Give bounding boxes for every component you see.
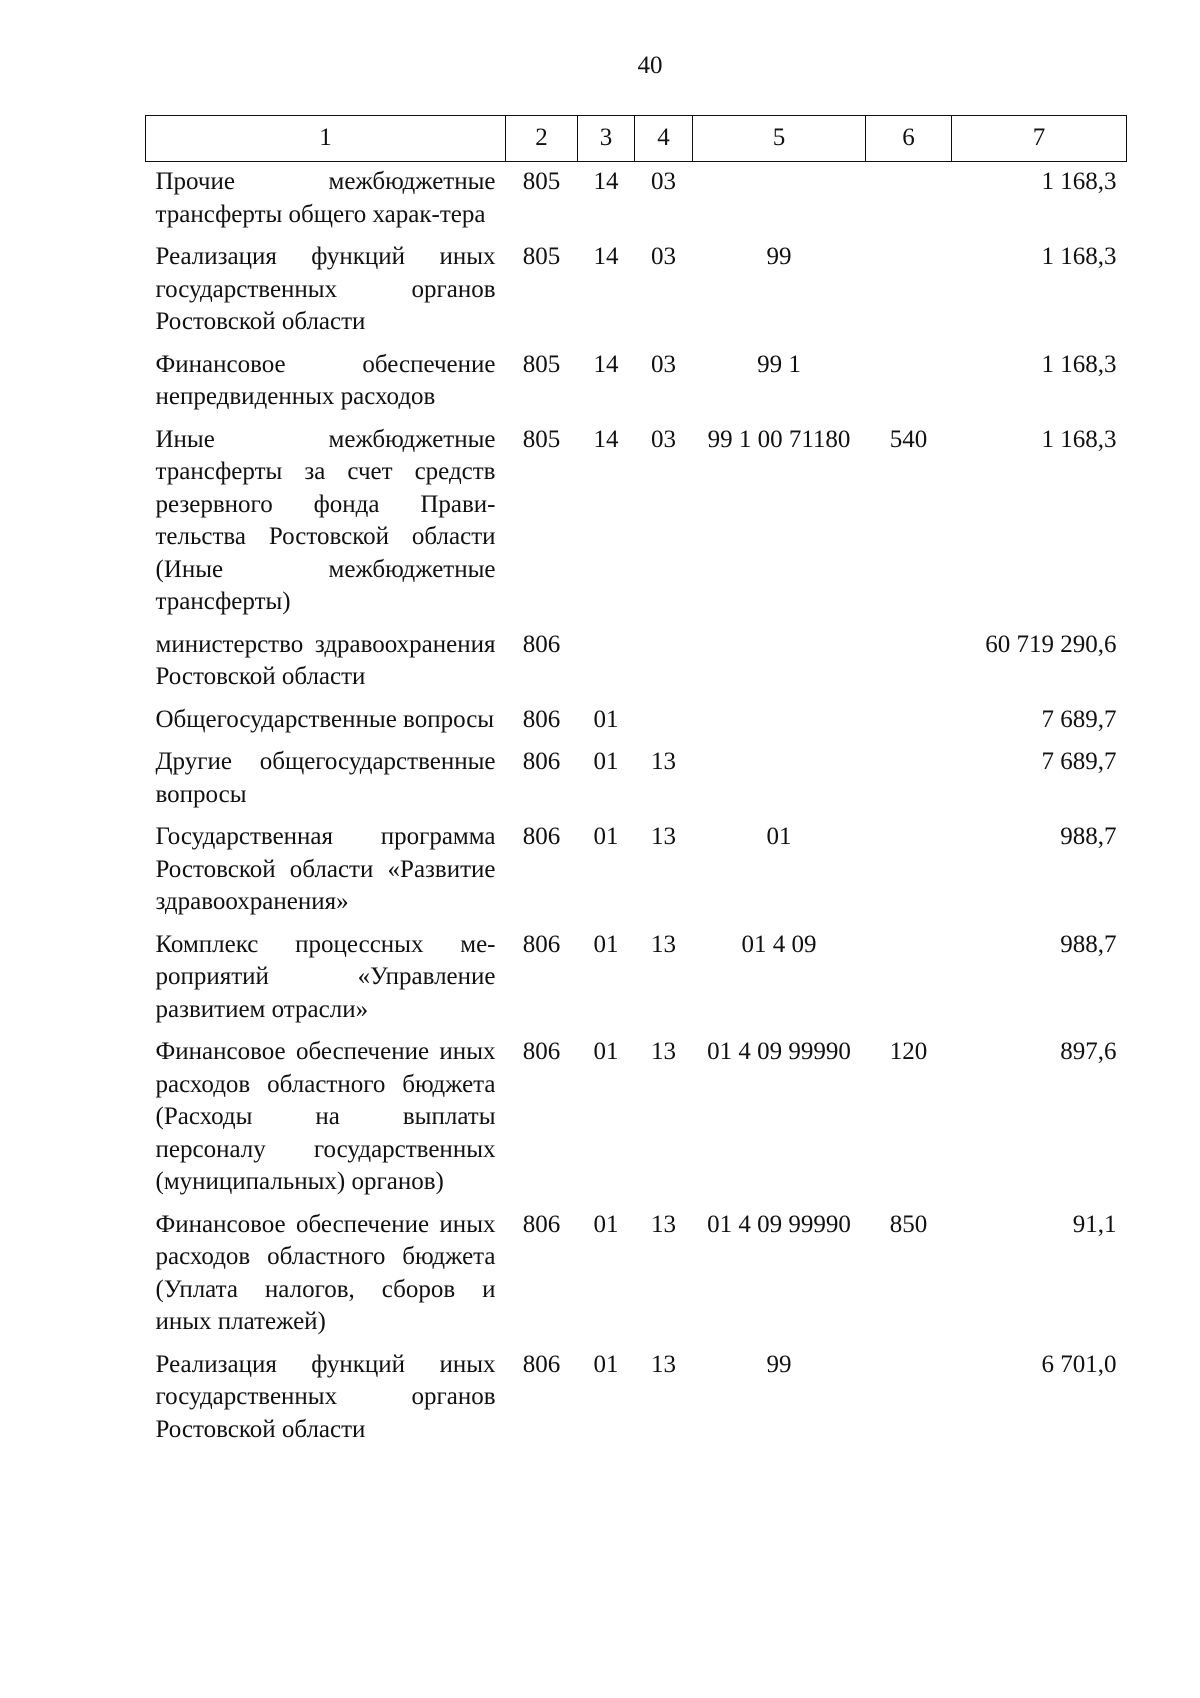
row-code-6 — [866, 746, 952, 821]
table-row — [146, 629, 1127, 704]
row-code-4: 13 — [651, 1038, 676, 1065]
row-code-4: 13 — [651, 748, 676, 775]
row-name: Финансовое обеспечение непредвиденных расходов — [155, 350, 496, 410]
row-amount: 988,7 — [1060, 823, 1117, 850]
row-name: Иные межбюджетные трансферты за счет средств резервного фонда Правительства Ростовской области (Иные межбюджетные трансферты) — [155, 425, 496, 615]
row-code-4: 03 — [651, 425, 676, 453]
row-name: Государственная программа Ростовской области «Развитие здравоохранения» — [155, 823, 496, 915]
row-code-2: 806 — [522, 1038, 561, 1065]
table-row — [146, 704, 1127, 747]
row-amount: 1 168,3 — [1041, 425, 1117, 453]
row-code-3: 01 — [593, 823, 619, 850]
row-code-3 — [578, 629, 635, 704]
row-amount: 91,1 — [1072, 1210, 1117, 1238]
row-code-4: 13 — [651, 1350, 676, 1378]
row-code-2: 806 — [522, 1350, 561, 1378]
row-name: Комплекс процессных мероприятий «Управление развитием отрасли» — [155, 930, 496, 1023]
row-code-2: 806 — [522, 630, 561, 658]
row-code-5 — [693, 746, 866, 821]
row-code-3: 01 — [593, 1038, 619, 1065]
row-code-3: 14 — [593, 168, 619, 195]
row-amount: 1 168,3 — [1041, 350, 1117, 378]
row-name: Финансовое обеспечение иных расходов областного бюджета (Уплата налогов, сборов и иных платежей) — [155, 1210, 496, 1335]
row-name: Реализация функций иных государственных органов Ростовской области — [155, 243, 496, 335]
row-code-3: 01 — [593, 748, 619, 775]
table-row — [146, 746, 1127, 821]
column-header: 1 — [146, 116, 506, 162]
row-code-3: 01 — [593, 1350, 619, 1378]
row-code-5: 01 4 09 — [741, 930, 817, 958]
row-name: Общегосударственные вопросы — [155, 705, 495, 733]
row-code-6 — [866, 349, 952, 424]
row-code-5 — [693, 162, 866, 242]
row-name: Другие общегосударственные вопросы — [155, 748, 496, 808]
table-row — [146, 349, 1127, 424]
table-row — [146, 1209, 1127, 1349]
table-row — [146, 929, 1127, 1037]
row-code-5: 01 4 09 99990 — [707, 1038, 851, 1065]
row-code-5: 01 — [766, 823, 792, 850]
row-code-6 — [866, 162, 952, 242]
row-code-5 — [693, 629, 866, 704]
row-code-6 — [866, 241, 952, 349]
row-code-3: 01 — [593, 930, 619, 958]
row-code-2: 805 — [522, 350, 561, 378]
row-code-2: 806 — [522, 1210, 561, 1238]
row-code-3: 14 — [593, 350, 619, 378]
column-header: 2 — [506, 116, 578, 162]
row-code-5: 99 1 — [757, 350, 801, 378]
row-amount: 6 701,0 — [1041, 1350, 1117, 1378]
table-row — [146, 1036, 1127, 1209]
row-code-2: 805 — [522, 425, 561, 453]
page-number: 40 — [637, 52, 663, 79]
row-amount: 897,6 — [1060, 1038, 1117, 1065]
row-code-4: 13 — [651, 930, 676, 958]
row-code-5: 99 1 00 71180 — [707, 425, 851, 453]
row-amount: 7 689,7 — [1041, 705, 1117, 733]
table-row — [146, 424, 1127, 629]
column-header: 6 — [866, 116, 952, 162]
row-code-2: 806 — [522, 823, 561, 850]
row-amount: 988,7 — [1060, 930, 1117, 958]
row-code-6 — [866, 704, 952, 747]
table-row — [146, 162, 1127, 242]
row-code-2: 806 — [522, 930, 561, 958]
row-name: Финансовое обеспечение иных расходов областного бюджета (Расходы на выплаты персоналу государственных (муниципальных) органов) — [155, 1038, 496, 1195]
row-code-4: 03 — [651, 350, 676, 378]
table-row — [146, 1349, 1127, 1457]
column-header: 5 — [693, 116, 866, 162]
row-code-5: 99 — [766, 243, 792, 270]
row-code-4 — [635, 629, 693, 704]
row-code-4: 03 — [651, 168, 676, 195]
row-code-6: 120 — [889, 1038, 928, 1065]
row-code-4: 13 — [651, 823, 676, 850]
row-code-2: 805 — [522, 168, 561, 195]
row-code-6: 540 — [889, 425, 928, 453]
row-code-6 — [866, 629, 952, 704]
row-code-4 — [635, 704, 693, 747]
row-name: министерство здравоохранения Ростовской области — [155, 630, 496, 690]
row-amount: 1 168,3 — [1041, 168, 1117, 195]
row-code-4: 03 — [651, 243, 676, 270]
row-code-3: 14 — [593, 243, 619, 270]
row-code-4: 13 — [651, 1210, 676, 1238]
table-header-row — [146, 116, 1127, 162]
column-header: 3 — [578, 116, 635, 162]
row-code-5 — [693, 704, 866, 747]
row-code-6 — [866, 1349, 952, 1457]
row-amount: 60 719 290,6 — [985, 630, 1117, 658]
table-row — [146, 821, 1127, 929]
row-name: Прочие межбюджетные трансферты общего харак-тера — [155, 168, 496, 228]
row-code-6: 850 — [889, 1210, 928, 1238]
column-header: 4 — [635, 116, 693, 162]
row-code-6 — [866, 821, 952, 929]
row-code-2: 806 — [522, 705, 561, 733]
row-amount: 7 689,7 — [1041, 748, 1117, 775]
row-code-6 — [866, 929, 952, 1037]
budget-table — [145, 115, 1127, 1456]
row-code-2: 806 — [522, 748, 561, 775]
row-code-5: 99 — [766, 1350, 792, 1378]
table-row — [146, 241, 1127, 349]
row-code-3: 01 — [593, 1210, 619, 1238]
column-header: 7 — [952, 116, 1127, 162]
row-code-3: 01 — [593, 705, 619, 733]
row-code-2: 805 — [522, 243, 561, 270]
row-name: Реализация функций иных государственных органов Ростовской области — [155, 1350, 496, 1443]
row-code-5: 01 4 09 99990 — [707, 1210, 851, 1238]
row-amount: 1 168,3 — [1041, 243, 1117, 270]
row-code-3: 14 — [593, 425, 619, 453]
